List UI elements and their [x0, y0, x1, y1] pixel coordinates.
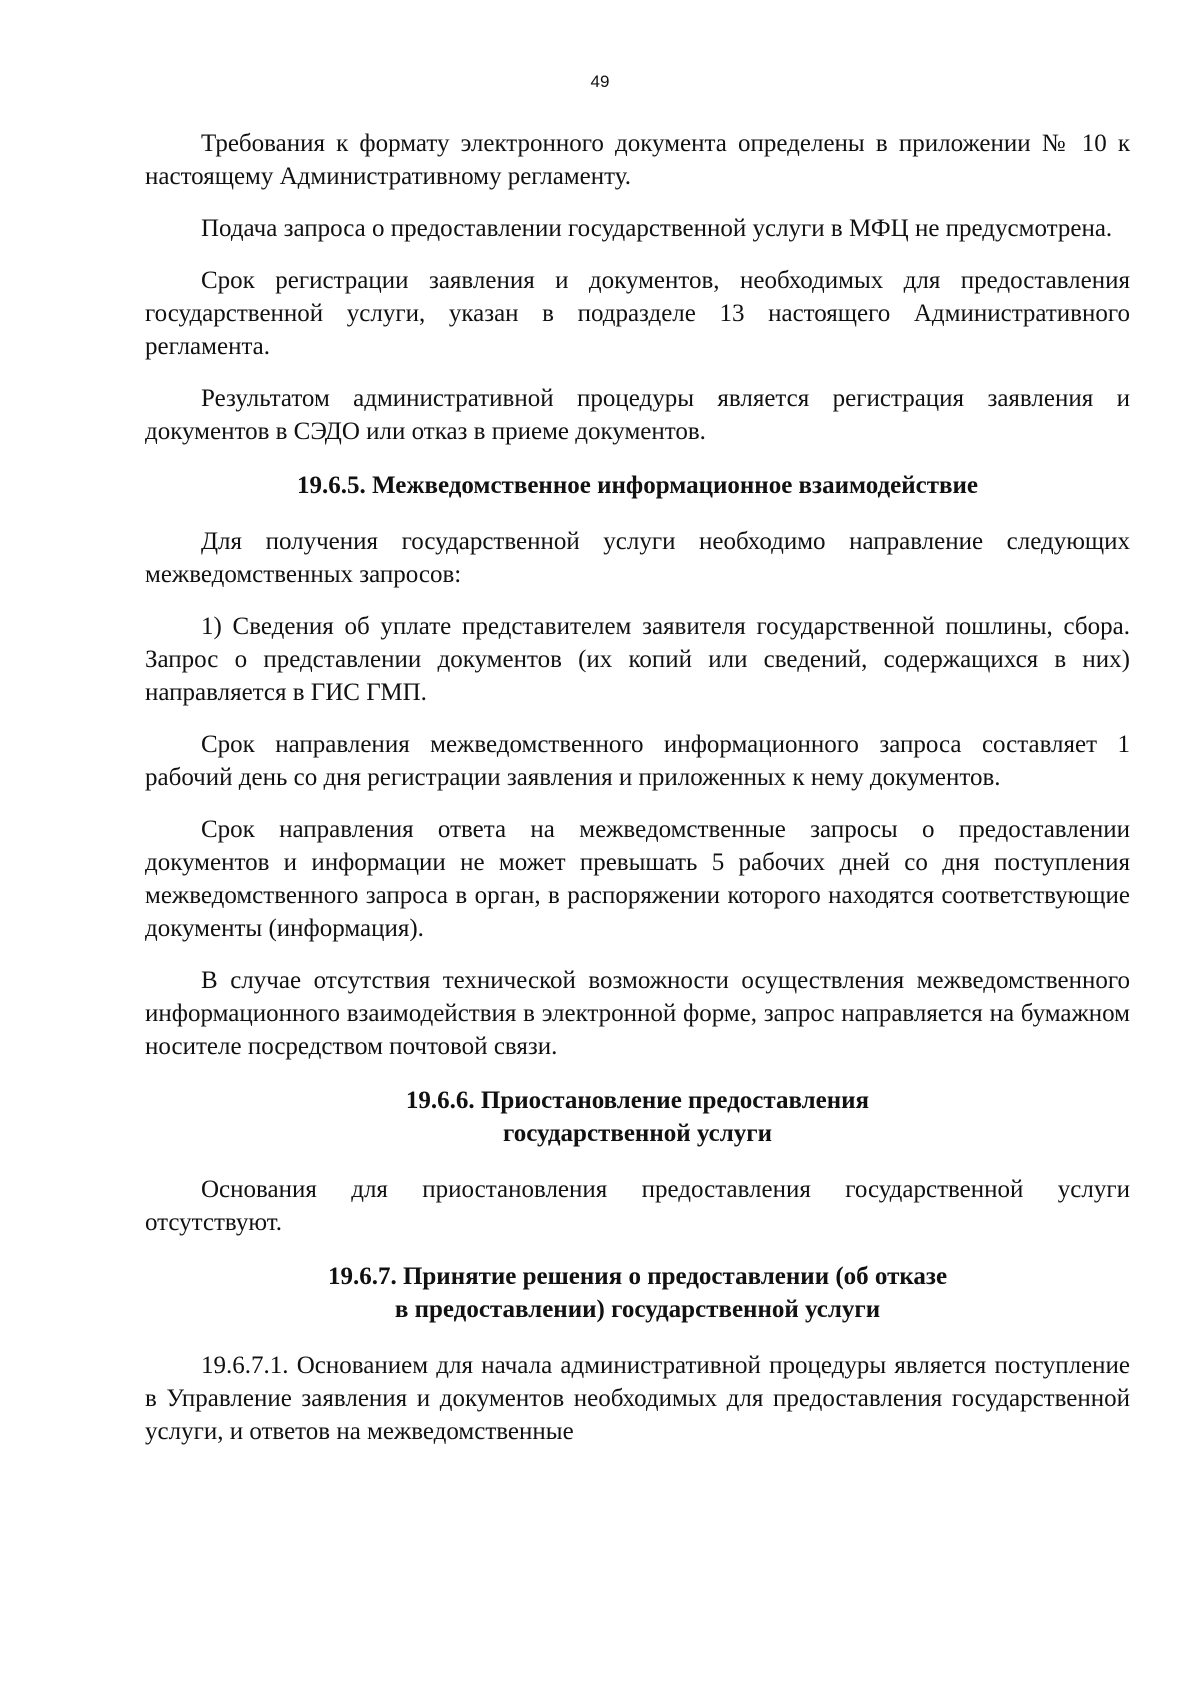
paragraph: Срок направления межведомственного информационного запроса составляет 1 рабочий день со дня регистрации заявления и приложенных к нему документов.: [145, 731, 1130, 791]
section-heading-line: 19.6.6. Приостановление предоставления: [405, 1087, 870, 1114]
page-number: 49: [590, 72, 610, 91]
paragraph: В случае отсутствия технической возможности осуществления межведомственного информационного взаимодействия в электронной форме, запрос направляется на бумажном носителе посредством почтовой связи.: [145, 967, 1130, 1060]
paragraph: 1) Сведения об уплате представителем заявителя государственной пошлины, сбора. Запрос о представлении документов (их копий или сведений, содержащихся в них) направляется в ГИС ГМП.: [145, 613, 1130, 706]
section-heading-line: государственной услуги: [502, 1120, 773, 1147]
paragraph: Срок регистрации заявления и документов, необходимых для предоставления государственной услуги, указан в подразделе 13 настоящего Административного регламента.: [145, 267, 1130, 360]
paragraph: Основания для приостановления предоставления государственной услуги отсутствуют.: [145, 1176, 1130, 1236]
section-heading: [145, 1084, 1130, 1150]
section-heading-line: 19.6.5. Межведомственное информационное взаимодействие: [297, 472, 978, 499]
document-body: [145, 127, 1130, 1467]
paragraph: Требования к формату электронного документа определены в приложении № 10 к настоящему Административному регламенту.: [145, 130, 1130, 190]
paragraph: Подача запроса о предоставлении государственной услуги в МФЦ не предусмотрена.: [201, 215, 1113, 242]
paragraph: Для получения государственной услуги необходимо направление следующих межведомственных запросов:: [145, 528, 1130, 588]
section-heading: [145, 469, 1130, 502]
paragraph: 19.6.7.1. Основанием для начала административной процедуры является поступление в Управление заявления и документов необходимых для предоставления государственной услуги, и ответов на межведомственные: [145, 1352, 1130, 1445]
paragraph: Результатом административной процедуры является регистрация заявления и документов в СЭДО или отказ в приеме документов.: [145, 385, 1130, 445]
section-heading-line: в предоставлении) государственной услуги: [394, 1296, 881, 1323]
paragraph: Срок направления ответа на межведомственные запросы о предоставлении документов и информации не может превышать 5 рабочих дней со дня поступления межведомственного запроса в орган, в распоряжении которого находятся соответствующие документы (информация).: [145, 816, 1130, 942]
section-heading-line: 19.6.7. Принятие решения о предоставлении (об отказе: [327, 1263, 948, 1290]
section-heading: [145, 1260, 1130, 1326]
